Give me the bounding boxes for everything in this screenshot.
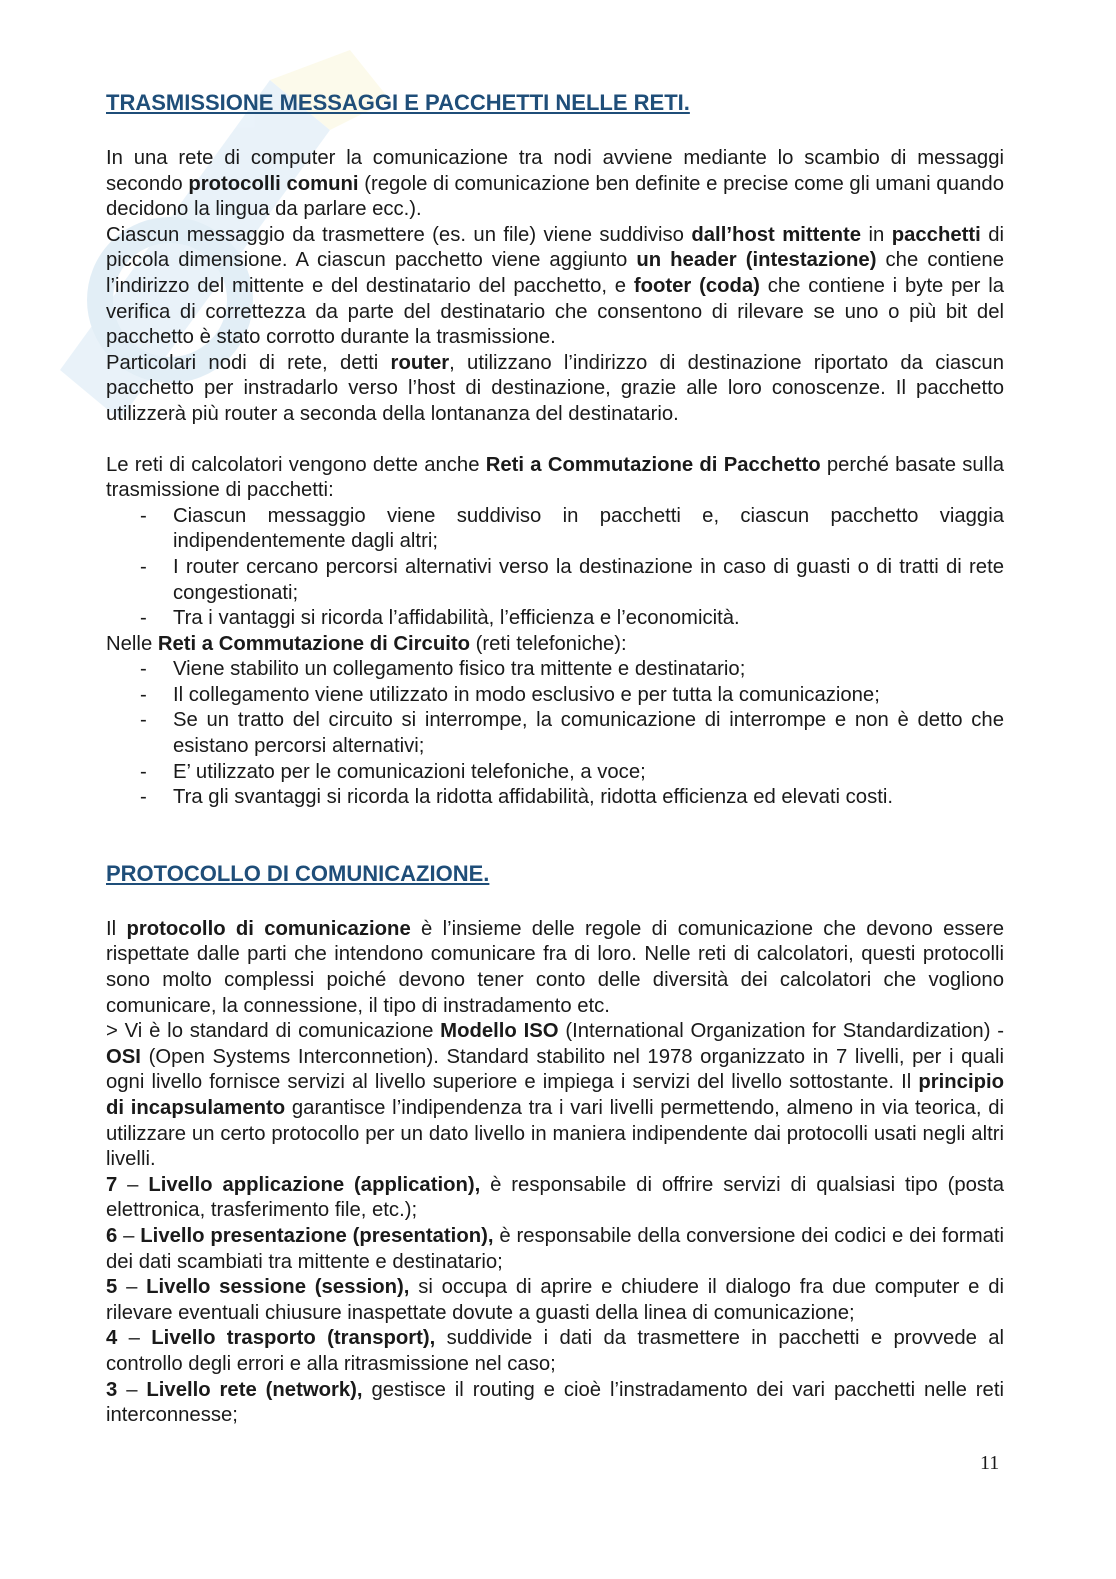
bold-term: Reti a Commutazione di Pacchetto bbox=[485, 453, 821, 476]
osi-level: 4 – Livello trasporto (transport), suddivide i dati da trasmettere in pacchetti e provvede al controllo degli errori e alla ritrasmissione nel caso; bbox=[106, 1327, 1004, 1375]
document-page bbox=[106, 88, 1004, 1429]
osi-level: 7 – Livello applicazione (application), è responsabile di offrire servizi di qualsiasi tipo (posta elettronica, trasferimento file, etc.); bbox=[106, 1173, 1004, 1222]
section-title-protocollo: PROTOCOLLO DI COMUNICAZIONE. bbox=[106, 860, 490, 886]
list-item: - E’ utilizzato per le comunicazioni telefoniche, a voce; bbox=[173, 760, 1004, 786]
bold-term: protocolli comuni bbox=[188, 172, 359, 195]
bold-term: Livello applicazione (application), bbox=[148, 1173, 481, 1196]
paragraph: Nelle Reti a Commutazione di Circuito (reti telefoniche): bbox=[106, 632, 627, 655]
list-item: - Se un tratto del circuito si interrompe, la comunicazione di interrompe e non è detto che esistano percorsi alternativi; bbox=[173, 708, 1004, 759]
paragraph: Particolari nodi di rete, detti router, utilizzano l’indirizzo di destinazione riportato da ciascun pacchetto per instradarlo verso l’host di destinazione, grazie alle loro conoscenze. Il pacchetto utilizzerà più router a seconda della lontananza del destinatario. bbox=[106, 351, 1004, 425]
paragraph: > Vi è lo standard di comunicazione Modello ISO (International Organization for Standardization) - OSI (Open Systems Interconnetion). Standard stabilito nel 1978 organizzato in 7 livelli, per i quali ogni livello fornisce servizi al livello superiore e impiega i servizi del livello sottostante. Il principio di incapsulamento garantisce l’indipendenza tra i vari livelli permettendo, almeno in via teorica, di utilizzare un certo protocollo per un dato livello in maniera indipendente dai protocolli usati negli altri livelli. bbox=[106, 1020, 1005, 1171]
list-item: - Viene stabilito un collegamento fisico tra mittente e destinatario; bbox=[173, 657, 1004, 683]
osi-level: 6 – Livello presentazione (presentation), è responsabile della conversione dei codici e dei formati dei dati scambiati tra mittente e destinatario; bbox=[106, 1224, 1005, 1273]
paragraph: Ciascun messaggio da trasmettere (es. un file) viene suddiviso dall’host mittente in pacchetti di piccola dimensione. A ciascun pacchetto viene aggiunto un header (intestazione) che contiene l’indirizzo del mittente e del destinatario del pacchetto, e footer (coda) che contiene i byte per la verifica di correttezza da parte del destinatario che consentono di rilevare se uno o più bit del pacchetto è stato corrotto durante la trasmissione. bbox=[106, 223, 1004, 349]
bold-term: protocollo di comunicazione bbox=[126, 917, 411, 940]
bold-term: pacchetti bbox=[891, 223, 981, 246]
list-item: - Tra i vantaggi si ricorda l’affidabilità, l’efficienza e l’economicità. bbox=[173, 606, 1004, 632]
circuit-switching-list bbox=[106, 657, 1004, 811]
list-item: - Ciascun messaggio viene suddiviso in pacchetti e, ciascun pacchetto viaggia indipendentemente dagli altri; bbox=[173, 504, 1004, 555]
bold-term: Livello trasporto (transport), bbox=[151, 1327, 436, 1350]
bold-term: Livello presentazione (presentation), bbox=[140, 1224, 494, 1247]
bold-term: Reti a Commutazione di Circuito bbox=[157, 632, 470, 655]
paragraph: In una rete di computer la comunicazione tra nodi avviene mediante lo scambio di messaggi secondo protocolli comuni (regole di comunicazione ben definite e precise come gli umani quando decidono la lingua da parlare ecc.). bbox=[106, 147, 1004, 221]
page-number: 11 bbox=[980, 1452, 1000, 1474]
packet-switching-list bbox=[106, 504, 1004, 632]
bold-term: footer (coda) bbox=[633, 274, 760, 297]
bold-term: Modello ISO bbox=[440, 1020, 559, 1043]
paragraph: Il protocollo di comunicazione è l’insieme delle regole di comunicazione che devono essere rispettate dalle parti che intendono comunicare fra di loro. Nelle reti di calcolatori, questi protocolli sono molto complessi poiché devono tener conto delle diversità dei calcolatori che vogliono comunicare, la connessione, il tipo di instradamento etc. bbox=[106, 917, 1004, 1017]
list-item: - Tra gli svantaggi si ricorda la ridotta affidabilità, ridotta efficienza ed elevati costi. bbox=[173, 785, 1004, 811]
bold-term: principio di incapsulamento bbox=[106, 1071, 1004, 1119]
list-item: - Il collegamento viene utilizzato in modo esclusivo e per tutta la comunicazione; bbox=[173, 683, 1004, 709]
section-title-trasmissione: TRASMISSIONE MESSAGGI E PACCHETTI NELLE RETI. bbox=[106, 90, 690, 115]
bold-term: 7 bbox=[106, 1173, 118, 1196]
osi-level: 5 – Livello sessione (session), si occupa di aprire e chiudere il dialogo fra due computer e di rilevare eventuali chiusure inaspettate dovute a guasti della linea di comunicazione; bbox=[106, 1276, 1004, 1324]
list-item: - I router cercano percorsi alternativi verso la destinazione in caso di guasti o di tratti di rete congestionati; bbox=[173, 555, 1004, 606]
osi-level: 3 – Livello rete (network), gestisce il routing e cioè l’instradamento dei vari pacchetti nelle reti interconnesse; bbox=[106, 1378, 1004, 1427]
bold-term: router bbox=[390, 351, 450, 374]
bold-term: Livello sessione (session), bbox=[146, 1276, 410, 1299]
bold-term: 6 bbox=[106, 1224, 118, 1247]
paragraph: Le reti di calcolatori vengono dette anche Reti a Commutazione di Pacchetto perché basate sulla trasmissione di pacchetti: bbox=[106, 453, 1004, 502]
bold-term: 4 bbox=[106, 1327, 118, 1350]
bold-term: un header (intestazione) bbox=[636, 249, 877, 272]
bold-term: 3 bbox=[106, 1378, 118, 1401]
bold-term: dall’host mittente bbox=[691, 223, 862, 246]
bold-term: OSI bbox=[106, 1045, 141, 1068]
bold-term: 5 bbox=[106, 1276, 118, 1299]
bold-term: Livello rete (network), bbox=[146, 1378, 363, 1401]
